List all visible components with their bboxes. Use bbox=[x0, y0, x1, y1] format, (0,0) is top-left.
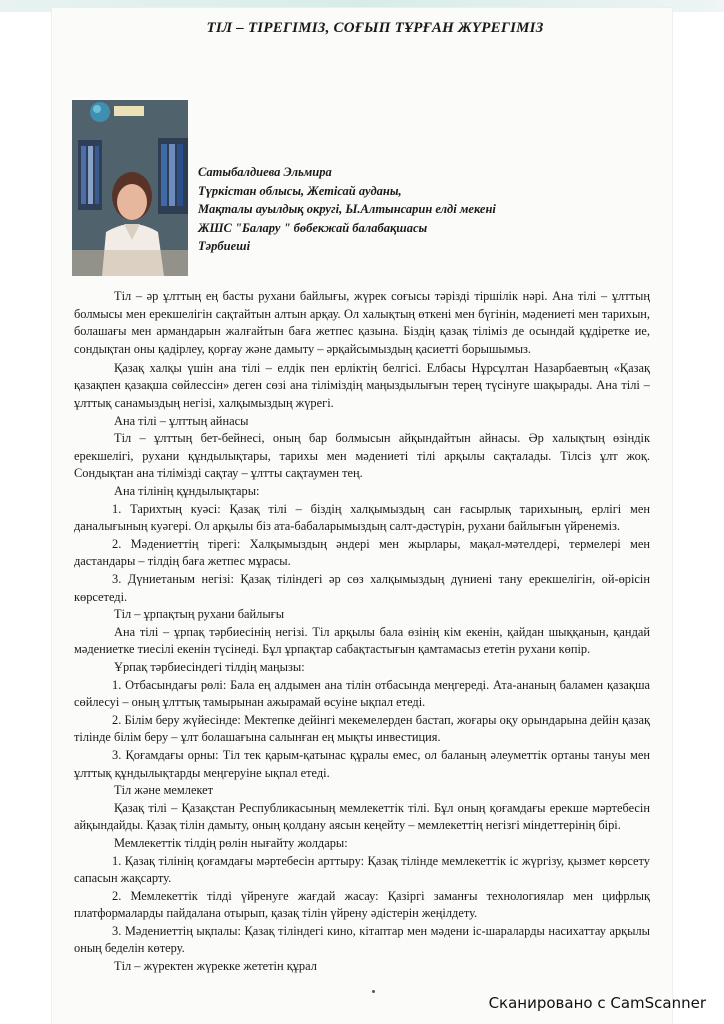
list-heading: Ана тілінің құндылықтары: bbox=[114, 484, 260, 499]
list-item: 1. Қазақ тілінің қоғамдағы мәртебесін арттыру: Қазақ тілінде мемлекеттік іс жүргізу, қызмет көрсету сапасын жақсарту. bbox=[74, 853, 650, 886]
author-locality: Мақталы ауылдық округі, Ы.Алтынсарин елді мекені bbox=[198, 202, 496, 216]
list-heading: Мемлекеттік тілдің рөлін нығайту жолдары: bbox=[114, 835, 348, 850]
section-heading: Тіл – ұрпақтың рухани байлығы bbox=[114, 607, 285, 622]
article-body bbox=[74, 288, 650, 976]
list-item: 3. Дүниетаным негізі: Қазақ тіліндегі әр сөз халқымыздың дүниені тану ерекшелігін, ой-өрісін көрсетеді. bbox=[74, 572, 650, 604]
section-heading: Ана тілі – ұлттың айнасы bbox=[114, 413, 249, 428]
list-item: 2. Мемлекеттік тілді үйренуге жағдай жасау: Қазіргі заманғы технологиялар мен цифрлық платформаларды пайдалана отырып, қазақ тілін үйрену әдістерін жеңілдету. bbox=[74, 888, 650, 921]
author-photo bbox=[72, 100, 188, 276]
author-organization: ЖШС "Балару " бөбекжай балабақшасы bbox=[198, 220, 428, 235]
list-item: 2. Білім беру жүйесінде: Мектепке дейінгі мекемелерден бастап, жоғары оқу орындарына дейін қазақ тілінде білім беру – ұлт болашағына салынған ең мықты инвестиция. bbox=[74, 712, 650, 745]
author-region: Түркістан облысы, Жетісай ауданы, bbox=[198, 183, 402, 198]
paragraph: Ана тілі – ұрпақ тәрбиесінің негізі. Тіл арқылы бала өзінің кім екенін, қайдан шыққанын, қандай мәдениетке тиесілі екенін түсінеді. Бұл ұрпақтар сабақтастығын қамтамасыз ететін рухани көпір. bbox=[74, 624, 650, 657]
list-heading: Ұрпақ тәрбиесіндегі тілдің маңызы: bbox=[114, 659, 305, 674]
paragraph: Қазақ тілі – Қазақстан Республикасының мемлекеттік тілі. Бұл оның қоғамдағы ерекше мәртебесін айқындайды. Қазақ тілін дамыту, оның қолдану аясын кеңейту – мемлекеттің негізгі міндеттерінің бірі. bbox=[74, 800, 650, 833]
article-title: ТІЛ – ТІРЕГІМІЗ, СОҒЫП ТҰРҒАН ЖҮРЕГІМІЗ bbox=[206, 20, 544, 36]
paragraph: Қазақ халқы үшін ана тілі – елдік пен ерліктің белгісі. Елбасы Нұрсұлтан Назарбаевтың «Қазақ қазақпен қазақша сөйлессін» деген сөзі ана тіліміздің маңыздылығын терең түсінуге шақырады. Ана тілі – ұлттық санамыздың негізі, халқымыздың жүрегі. bbox=[74, 360, 650, 411]
page-speck bbox=[372, 990, 375, 993]
scanner-watermark: Сканировано с CamScanner bbox=[488, 994, 706, 1012]
list-item: 2. Мәдениеттің тірегі: Халқымыздың әндері мен жырлары, мақал-мәтелдері, термелері мен дастандары – тілдің баға жетпес мұрасы. bbox=[74, 536, 650, 569]
author-name: Сатыбалдиева Эльмира bbox=[198, 165, 332, 179]
paragraph: Тіл – ұлттың бет-бейнесі, оның бар болмысын айқындайтын айнасы. Әр халықтың өзіндік ерекшелігі, рухани құндылықтары, тарихы мен мәдениеті тілі арқылы сақталады. Тілсіз ұлт жоқ. Сондықтан ана тілімізді сақтау – ұлтты сақтаумен тең. bbox=[74, 431, 650, 481]
list-item: 1. Отбасындағы рөлі: Бала ең алдымен ана тілін отбасында меңгереді. Ата-ананың баламен қазақша сөйлесуі – оның ұлттық тамырынан ажырамай өсуіне ықпал етеді. bbox=[74, 677, 650, 710]
author-info bbox=[198, 163, 628, 256]
paragraph: Тіл – әр ұлттың ең басты рухани байлығы, жүрек соғысы тәрізді тіршілік нәрі. Ана тілі – ұлттың болмысы мен ерекшелігін сақтайтын алтын арқау. Ол халықтың өткені мен бүгінін, мәдениеті мен тарихын, болашағы мен армандарын жалғайтын баға жетпес қазына. Біздің қазақ тіліміз де осындай құдіретке ие, сондықтан оны қадірлеу, қорғау және дамыту – әрқайсымыздың қасиетті борышымыз. bbox=[74, 289, 650, 356]
list-item: 3. Мәдениеттің ықпалы: Қазақ тіліндегі кино, кітаптар мен мәдени іс-шараларды насихаттау арқылы оның беделін көтеру. bbox=[74, 923, 650, 956]
author-position: Тәрбиеші bbox=[198, 239, 251, 253]
author-photo-image bbox=[72, 100, 188, 276]
list-item: 3. Қоғамдағы орны: Тіл тек қарым-қатынас құралы емес, ол баланың әлеуметтік ортаны тануы мен ұлттық құндылықтарды меңгеруіне ықпал етеді. bbox=[74, 747, 650, 780]
section-heading: Тіл және мемлекет bbox=[114, 783, 214, 798]
section-heading: Тіл – жүректен жүрекке жететін құрал bbox=[114, 959, 317, 974]
list-item: 1. Тарихтың куәсі: Қазақ тілі – біздің халқымыздың сан ғасырлық тарихының, ерлігі мен даналығының куәгері. Ол арқылы біз ата-бабаларымыздың салт-дәстүрін, рухани байлығын үйренеміз. bbox=[74, 501, 650, 534]
